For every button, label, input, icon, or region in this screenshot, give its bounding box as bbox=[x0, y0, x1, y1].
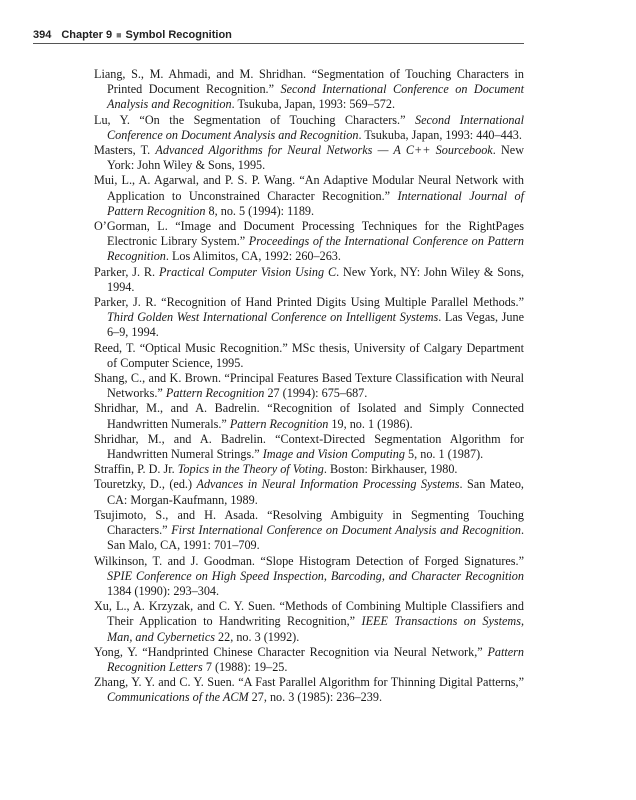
reference-text: Mui, L., A. Agarwal, and P. S. P. Wang. “An Adaptive Modular Neural Network with Application to Unconstrained Character Recognition.” bbox=[94, 173, 524, 203]
reference-entry bbox=[94, 675, 524, 705]
reference-entry bbox=[94, 432, 524, 462]
reference-text: Straffin, P. D. Jr. bbox=[94, 462, 178, 477]
reference-source-title: IEEE Transactions on Systems, Man, and Cybernetics bbox=[107, 614, 524, 644]
reference-text: Lu, Y. “On the Segmentation of Touching Characters.” bbox=[94, 112, 415, 127]
reference-entry bbox=[94, 645, 524, 675]
reference-text: 8, no. 5 (1994): 1189. bbox=[205, 203, 315, 218]
reference-source-title: Proceedings of the International Conference on Pattern Recognition bbox=[107, 234, 525, 264]
reference-source-title: Second International Conference on Document Analysis and Recognition bbox=[107, 112, 524, 142]
reference-list bbox=[94, 67, 524, 706]
reference-source-title: Advanced Algorithms for Neural Networks — A C++ Sourcebook bbox=[155, 143, 493, 158]
reference-source-title: Pattern Recognition Letters bbox=[107, 644, 524, 674]
reference-text: O’Gorman, L. “Image and Document Processing Techniques for the RightPages Electronic Library System.” bbox=[94, 219, 524, 249]
reference-text: Shang, C., and K. Brown. “Principal Features Based Texture Classification with Neural Networks.” bbox=[94, 371, 524, 401]
reference-text: Shridhar, M., and A. Badrelin. “Recognition of Isolated and Simply Connected Handwritten Numerals.” bbox=[94, 401, 524, 431]
reference-text: Liang, S., M. Ahmadi, and M. Shridhan. “Segmentation of Touching Characters in Printed Document Recognition.” bbox=[94, 67, 524, 97]
reference-entry bbox=[94, 173, 524, 219]
reference-source-title: International Journal of Pattern Recognition bbox=[107, 188, 524, 218]
reference-source-title: Practical Computer Vision Using C bbox=[158, 264, 337, 279]
reference-entry bbox=[94, 341, 524, 371]
reference-text: . Los Alimitos, CA, 1992: 260–263. bbox=[165, 249, 341, 264]
reference-entry bbox=[94, 401, 524, 431]
reference-entry bbox=[94, 477, 524, 507]
reference-entry bbox=[94, 143, 524, 173]
reference-text: 1384 (1990): 293–304. bbox=[107, 583, 220, 598]
reference-source-title: First International Conference on Document Analysis and Recognition bbox=[171, 523, 521, 538]
reference-entry bbox=[94, 113, 524, 143]
reference-text: 5, no. 1 (1987). bbox=[405, 447, 484, 462]
reference-text: 7 (1988): 19–25. bbox=[202, 659, 288, 674]
reference-entry bbox=[94, 295, 524, 341]
reference-text: . San Malo, CA, 1991: 701–709. bbox=[107, 523, 524, 553]
reference-text: Touretzky, D., (ed.) bbox=[94, 477, 197, 492]
section-title: Symbol Recognition bbox=[125, 29, 232, 41]
reference-text: . New York, NY: John Wiley & Sons, 1994. bbox=[107, 264, 524, 294]
reference-entry bbox=[94, 371, 524, 401]
reference-source-title: Topics in the Theory of Voting bbox=[177, 462, 324, 477]
page-number: 394 bbox=[33, 29, 52, 41]
reference-text: 19, no. 1 (1986). bbox=[328, 416, 413, 431]
reference-entry bbox=[94, 462, 524, 477]
reference-source-title: Communications of the ACM bbox=[107, 690, 249, 705]
chapter-label: Chapter 9 bbox=[61, 29, 113, 41]
reference-text: . Tsukuba, Japan, 1993: 569–572. bbox=[231, 97, 396, 112]
reference-text: Zhang, Y. Y. and C. Y. Suen. “A Fast Parallel Algorithm for Thinning Digital Patterns,” bbox=[94, 675, 524, 690]
reference-text: Masters, T. bbox=[94, 143, 156, 158]
reference-text: Parker, J. R. “Recognition of Hand Printed Digits Using Multiple Parallel Methods.” bbox=[94, 295, 524, 310]
reference-text: Parker, J. R. bbox=[94, 264, 159, 279]
reference-source-title: Pattern Recognition bbox=[165, 386, 265, 401]
reference-text: . Tsukuba, Japan, 1993: 440–443. bbox=[358, 127, 522, 142]
reference-text: Tsujimoto, S., and H. Asada. “Resolving Ambiguity in Segmenting Touching Characters.” bbox=[94, 507, 524, 538]
reference-source-title: Pattern Recognition bbox=[229, 416, 329, 431]
reference-text: 22, no. 3 (1992). bbox=[214, 629, 300, 644]
reference-source-title: SPIE Conference on High Speed Inspection, Barcoding, and Character Recognition bbox=[107, 568, 524, 583]
running-header bbox=[33, 29, 524, 44]
reference-entry bbox=[94, 219, 524, 265]
reference-text: Yong, Y. “Handprinted Chinese Character Recognition via Neural Network,” bbox=[94, 644, 488, 659]
reference-entry bbox=[94, 67, 524, 113]
reference-text: Wilkinson, T. and J. Goodman. “Slope Histogram Detection of Forged Signatures.” bbox=[94, 553, 524, 568]
reference-text: Xu, L., A. Krzyzak, and C. Y. Suen. “Methods of Combining Multiple Classifiers and Their Application to Handwriting Recognition,” bbox=[94, 599, 524, 629]
reference-text: . San Mateo, CA: Morgan-Kaufmann, 1989. bbox=[107, 477, 524, 507]
reference-entry bbox=[94, 599, 524, 645]
header-separator-icon: ■ bbox=[116, 30, 122, 40]
reference-source-title: Third Golden West International Conference on Intelligent Systems bbox=[107, 310, 439, 325]
reference-text: . Las Vegas, June 6–9, 1994. bbox=[107, 310, 524, 340]
reference-entry bbox=[94, 265, 524, 295]
reference-entry bbox=[94, 554, 524, 600]
reference-source-title: Image and Vision Computing bbox=[262, 447, 405, 462]
reference-text: . Boston: Birkhauser, 1980. bbox=[323, 462, 458, 477]
reference-source-title: Advances in Neural Information Processing Systems bbox=[196, 477, 460, 492]
reference-entry bbox=[94, 508, 524, 554]
reference-source-title: Second International Conference on Document Analysis and Recognition bbox=[107, 82, 524, 112]
reference-text: 27, no. 3 (1985): 236–239. bbox=[248, 690, 383, 705]
reference-text: Shridhar, M., and A. Badrelin. “Context-Directed Segmentation Algorithm for Handwritten Numeral Strings.” bbox=[94, 431, 524, 462]
reference-text: 27 (1994): 675–687. bbox=[264, 386, 368, 401]
reference-text: Reed, T. “Optical Music Recognition.” MSc thesis, University of Calgary Department of Computer Science, 1995. bbox=[94, 340, 524, 370]
reference-text: . New York: John Wiley & Sons, 1995. bbox=[107, 143, 525, 173]
